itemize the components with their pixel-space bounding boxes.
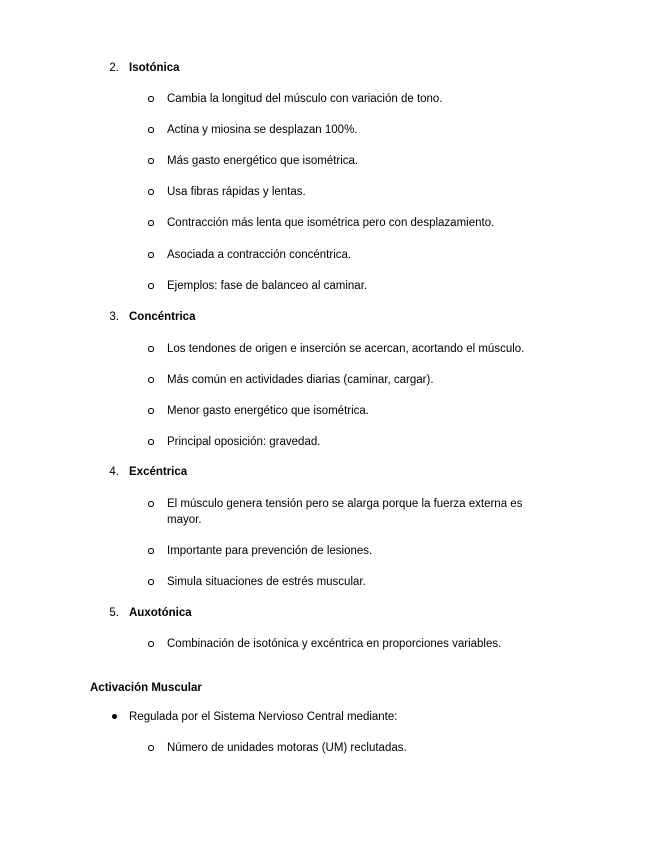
list-item: Asociada a contracción concéntrica. (167, 249, 352, 261)
section-number: 4. (109, 466, 119, 478)
list-item: Principal oposición: gravedad. (167, 436, 321, 448)
hollow-bullet-icon (148, 158, 154, 164)
section-title: Excéntrica (129, 466, 188, 478)
list-item: Ejemplos: fase de balanceo al caminar. (167, 280, 368, 292)
hollow-bullet-icon (148, 346, 154, 352)
section-title: Isotónica (129, 62, 180, 74)
list-item-continuation: mayor. (167, 514, 202, 526)
list-item: Simula situaciones de estrés muscular. (167, 576, 366, 588)
hollow-bullet-icon (148, 548, 154, 554)
hollow-bullet-icon (148, 641, 154, 647)
list-item: Contracción más lenta que isométrica pero con desplazamiento. (167, 217, 495, 229)
list-item: Los tendones de origen e inserción se acercan, acortando el músculo. (167, 343, 525, 355)
hollow-bullet-icon (148, 745, 154, 751)
list-item: Regulada por el Sistema Nervioso Central mediante: (129, 711, 398, 723)
section-heading: Activación Muscular (90, 682, 202, 694)
list-item: Menor gasto energético que isométrica. (167, 405, 369, 417)
list-item: Actina y miosina se desplazan 100%. (167, 124, 358, 136)
filled-bullet-icon (112, 714, 117, 719)
section-number: 5. (109, 607, 119, 619)
list-item: Cambia la longitud del músculo con variación de tono. (167, 93, 443, 105)
hollow-bullet-icon (148, 252, 154, 258)
list-item: Importante para prevención de lesiones. (167, 545, 373, 557)
hollow-bullet-icon (148, 579, 154, 585)
section-number: 3. (109, 311, 119, 323)
list-item: Más gasto energético que isométrica. (167, 155, 359, 167)
section-number: 2. (109, 62, 119, 74)
hollow-bullet-icon (148, 283, 154, 289)
hollow-bullet-icon (148, 189, 154, 195)
hollow-bullet-icon (148, 127, 154, 133)
hollow-bullet-icon (148, 377, 154, 383)
list-item: El músculo genera tensión pero se alarga porque la fuerza externa es (167, 498, 523, 510)
list-item: Más común en actividades diarias (caminar, cargar). (167, 374, 434, 386)
hollow-bullet-icon (148, 96, 154, 102)
hollow-bullet-icon (148, 220, 154, 226)
hollow-bullet-icon (148, 439, 154, 445)
list-item: Combinación de isotónica y excéntrica en proporciones variables. (167, 638, 502, 650)
list-item: Número de unidades motoras (UM) reclutadas. (167, 742, 407, 754)
section-title: Concéntrica (129, 311, 196, 323)
section-title: Auxotónica (129, 607, 192, 619)
hollow-bullet-icon (148, 408, 154, 414)
hollow-bullet-icon (148, 501, 154, 507)
list-item: Usa fibras rápidas y lentas. (167, 186, 306, 198)
